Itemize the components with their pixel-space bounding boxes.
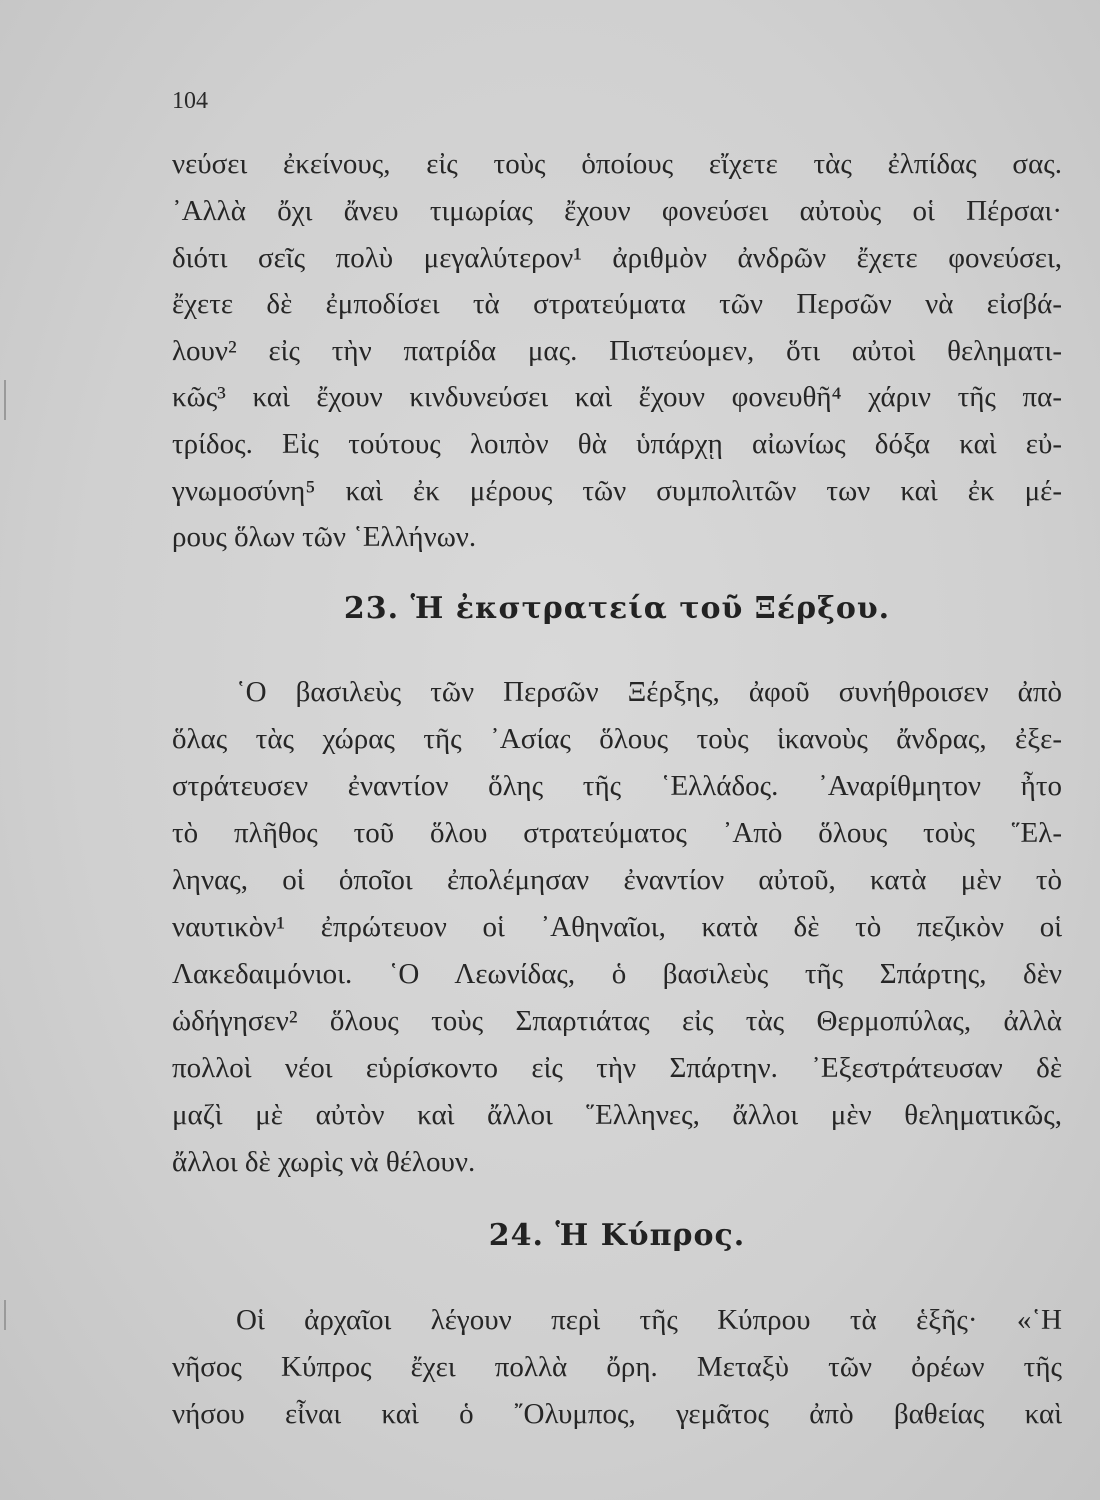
left-margin-mark	[4, 380, 6, 420]
text-line: γνωμοσύνη⁵ καὶ ἐκ μέρους τῶν συμπολιτῶν των καὶ ἐκ μέ-	[172, 475, 1062, 507]
text-line: λουν² εἰς τὴν πατρίδα μας. Πιστεύομεν, ὅτι αὐτοὶ θεληματι-	[172, 335, 1062, 367]
text-line: Λακεδαιμόνιοι. ῾Ο Λεωνίδας, ὁ βασιλεὺς τῆς Σπάρτης, δὲν	[172, 958, 1062, 990]
section-heading-23: 23. Ἡ ἐκστρατεία τοῦ Ξέρξου.	[343, 591, 891, 626]
text-line: ρους ὅλων τῶν ῾Ελλήνων.	[172, 521, 477, 553]
text-line: μαζὶ μὲ αὐτὸν καὶ ἄλλοι ῞Ελληνες, ἄλλοι μὲν θεληματικῶς,	[172, 1099, 1062, 1131]
left-margin-mark-lower	[4, 1300, 6, 1330]
text-line: ἄλλοι δὲ χωρὶς νὰ θέλουν.	[172, 1146, 476, 1178]
text-line: νεύσει ἐκείνους, εἰς τοὺς ὁποίους εἴχετε τὰς ἐλπίδας σας.	[172, 148, 1062, 180]
text-line: πολλοὶ νέοι εὑρίσκοντο εἰς τὴν Σπάρτην. ᾿Εξεστράτευσαν δὲ	[172, 1052, 1062, 1084]
text-line: ᾿Αλλὰ ὄχι ἄνευ τιμωρίας ἔχουν φονεύσει αὐτοὺς οἱ Πέρσαι·	[172, 195, 1062, 227]
text-line: διότι σεῖς πολὺ μεγαλύτερον¹ ἀριθμὸν ἀνδρῶν ἔχετε φονεύσει,	[172, 242, 1062, 274]
page-number: 104	[172, 88, 208, 114]
text-line: ὅλας τὰς χώρας τῆς ᾿Ασίας ὅλους τοὺς ἱκανοὺς ἄνδρας, ἐξε-	[172, 723, 1062, 755]
text-line: ὡδήγησεν² ὅλους τοὺς Σπαρτιάτας εἰς τὰς Θερμοπύλας, ἀλλὰ	[172, 1005, 1062, 1037]
text-line: νήσου εἶναι καὶ ὁ ῎Ολυμπος, γεμᾶτος ἀπὸ βαθείας καὶ	[172, 1398, 1062, 1430]
text-line: τὸ πλῆθος τοῦ ὅλου στρατεύματος ᾿Απὸ ὅλους τοὺς ῞Ελ-	[172, 817, 1062, 849]
text-line: ἔχετε δὲ ἐμποδίσει τὰ στρατεύματα τῶν Περσῶν νὰ εἰσβά-	[172, 288, 1062, 320]
text-line: κῶς³ καὶ ἔχουν κινδυνεύσει καὶ ἔχουν φονευθῆ⁴ χάριν τῆς πα-	[172, 381, 1062, 413]
text-line: Οἱ ἀρχαῖοι λέγουν περὶ τῆς Κύπρου τὰ ἑξῆς· «῾Η	[236, 1304, 1062, 1336]
text-line: ναυτικὸν¹ ἐπρώτευον οἱ ᾿Αθηναῖοι, κατὰ δὲ τὸ πεζικὸν οἱ	[172, 911, 1062, 943]
section-heading-24: 24. Ἡ Κύπρος.	[488, 1218, 746, 1253]
text-line: τρίδος. Εἰς τούτους λοιπὸν θὰ ὑπάρχῃ αἰωνίως δόξα καὶ εὐ-	[172, 428, 1062, 460]
text-line: ληνας, οἱ ὁποῖοι ἐπολέμησαν ἐναντίον αὐτοῦ, κατὰ μὲν τὸ	[172, 864, 1062, 896]
text-line: νῆσος Κύπρος ἔχει πολλὰ ὄρη. Μεταξὺ τῶν ὀρέων τῆς	[172, 1351, 1062, 1383]
text-line: στράτευσεν ἐναντίον ὅλης τῆς ῾Ελλάδος. ᾿Αναρίθμητον ἦτο	[172, 770, 1062, 802]
text-line: ῾Ο βασιλεὺς τῶν Περσῶν Ξέρξης, ἀφοῦ συνήθροισεν ἀπὸ	[236, 676, 1062, 708]
